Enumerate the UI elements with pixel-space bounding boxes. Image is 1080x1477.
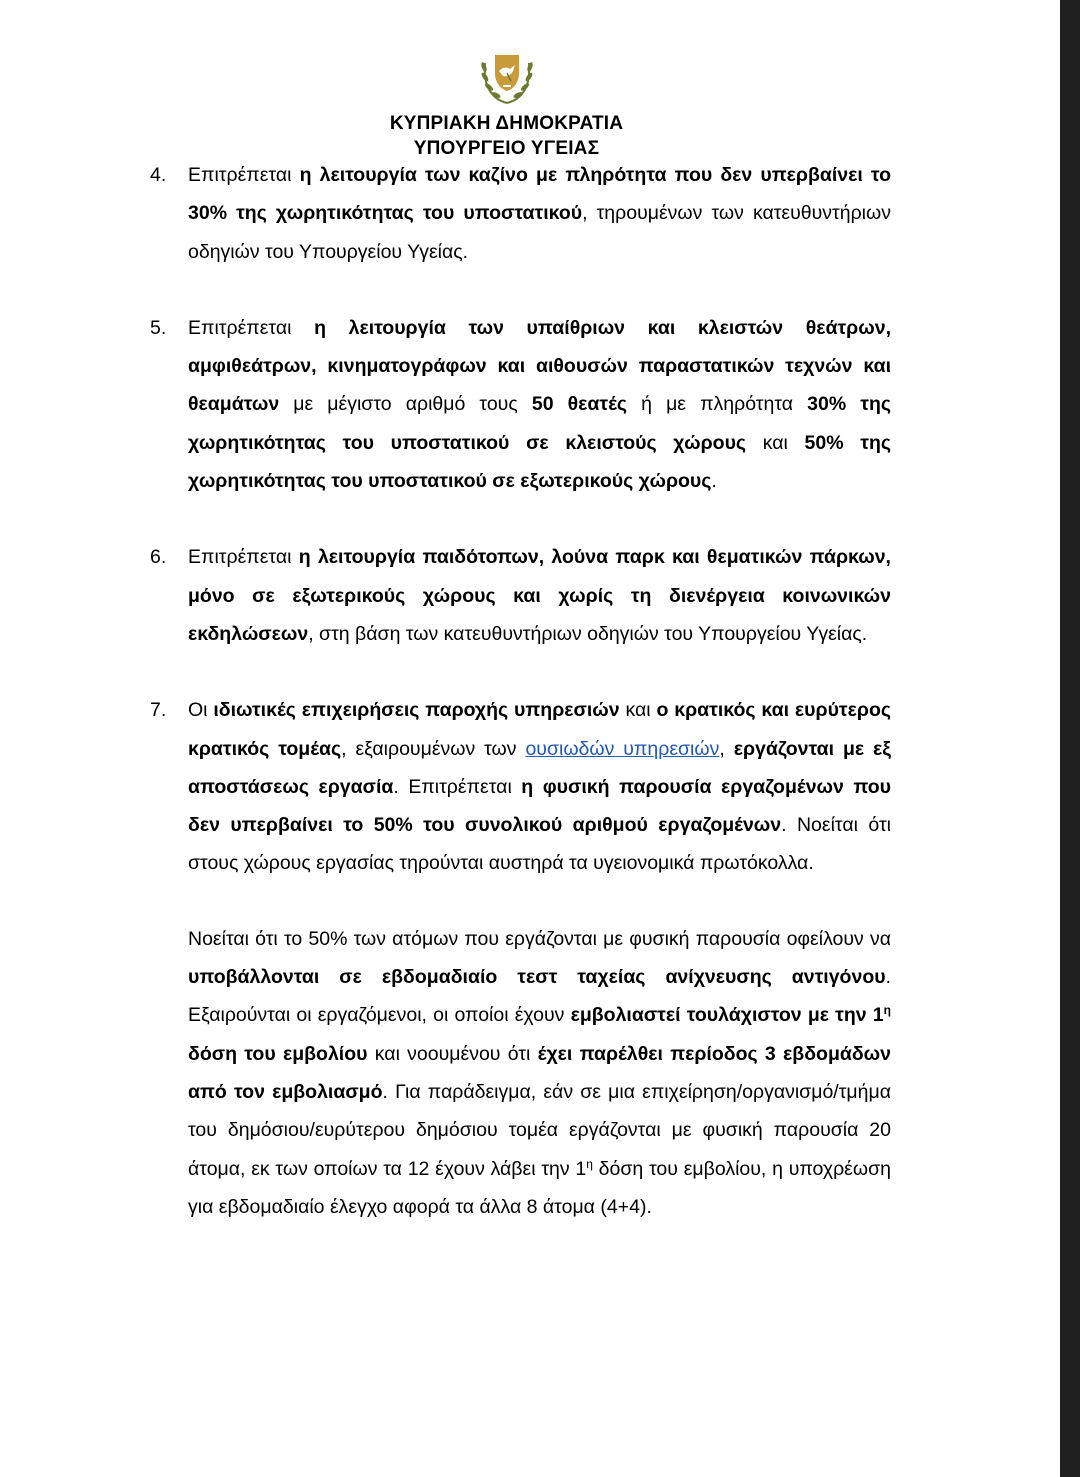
essential-services-link[interactable]: ουσιωδών υπηρεσιών [525, 737, 720, 760]
text: και [746, 431, 805, 454]
bold-text: ιδιωτικές επιχειρήσεις παροχής υπηρεσιών [213, 699, 620, 722]
text: Οι [188, 699, 214, 722]
text: . Επιτρέπεται [393, 775, 522, 798]
cyprus-coat-of-arms-icon [477, 45, 537, 107]
text: . Για παράδειγμα, εάν σε μια επιχείρηση/οργανισμό/τμήμα του δημόσιου/ευρύτερου δημόσιου τομέα εργάζονται με φυσική παρουσία 20 άτομα, εκ των οποίων τα 12 έχουν λάβει την 1 [188, 1080, 892, 1180]
text: εμβολιαστεί τουλάχιστον με την 1 [570, 1004, 884, 1027]
text: , τηρουμένων των κατευθυντήριων οδηγιών του Υπουργείου Υγείας. [188, 202, 891, 263]
text: . Εξαιρούνται οι εργαζόμενοι, οι οποίοι έχουν [188, 966, 891, 1027]
document-header [0, 45, 1013, 161]
list-item-4 [150, 156, 891, 271]
item-text [188, 309, 891, 500]
document-body [150, 156, 891, 1226]
header-republic: ΚΥΠΡΙΑΚΗ ΔΗΜΟΚΡΑΤΙΑ [389, 113, 624, 134]
spacer [150, 500, 891, 538]
item-number: 7. [150, 699, 167, 722]
text: Επιτρέπεται [188, 546, 299, 569]
bold-text: η λειτουργία παιδότοπων, λούνα παρκ και θεματικών πάρκων, μόνο σε εξωτερικούς χώρους και χωρίς τη διενέργεια κοινωνικών εκδηλώσεων [188, 546, 891, 645]
bold-text: ο κρατικός και ευρύτερος κρατικός τομέας [188, 699, 892, 760]
bold-text: η φυσική παρουσία εργαζομένων που δεν υπερβαίνει το 50% του συνολικού αριθμού εργαζομένων [188, 775, 892, 837]
item-text [188, 538, 891, 653]
spacer [150, 271, 891, 309]
text: , εξαιρουμένων των [341, 737, 526, 760]
bold-text: 50 θεατές [531, 393, 628, 416]
paragraph-text [188, 920, 891, 1226]
bold-text: 50% της χωρητικότητας του υποστατικού σε εξωτερικούς χώρους [188, 431, 891, 493]
bold-text: η λειτουργία των υπαίθριων και κλειστών θεάτρων, αμφιθεάτρων, κινηματογράφων και αιθουσών παραστατικών τεχνών και θεαμάτων [188, 316, 891, 416]
superscript: η [883, 1003, 891, 1018]
list-item-5 [150, 309, 891, 500]
text: . [711, 470, 717, 493]
viewer-right-edge [1060, 0, 1080, 1477]
text: Νοείται ότι το 50% των ατόμων που εργάζονται με φυσική παρουσία οφείλουν να [188, 927, 891, 950]
text: και [619, 699, 657, 722]
spacer [150, 883, 891, 920]
item-text [188, 156, 891, 271]
bold-text: υποβάλλονται σε εβδομαδιαίο τεστ ταχείας ανίχνευσης αντιγόνου [188, 966, 886, 989]
item-text [188, 691, 891, 882]
text: ή με πληρότητα [627, 393, 808, 416]
list-item-7 [150, 691, 891, 882]
item-number: 6. [150, 546, 167, 569]
text: Επιτρέπεται [188, 164, 300, 186]
bold-text: έχει παρέλθει περίοδος 3 εβδομάδων από τον εμβολιασμό [188, 1042, 891, 1103]
bold-text: εργάζονται με εξ αποστάσεως εργασία [188, 737, 891, 798]
text: δόση του εμβολίου [188, 1042, 368, 1065]
bold-text: η λειτουργία των καζίνο με πληρότητα που δεν υπερβαίνει το 30% της χωρητικότητας του υποστατικού [188, 164, 891, 225]
text: δόση του εμβολίου, η υποχρέωση για εβδομαδιαίο έλεγχο αφορά τα άλλα 8 άτομα (4+4). [188, 1157, 891, 1218]
header-ministry: ΥΠΟΥΡΓΕΙΟ ΥΓΕΙΑΣ [413, 138, 600, 159]
text: με μέγιστο αριθμό τους [279, 393, 532, 416]
spacer [150, 653, 891, 691]
bold-text: 30% της χωρητικότητας του υποστατικού σε κλειστούς χώρους [188, 393, 892, 454]
text: , [719, 737, 734, 760]
paragraph-testing-note [150, 920, 891, 1226]
item-number: 4. [150, 164, 167, 186]
text: , στη βάση των κατευθυντήριων οδηγιών του Υπουργείου Υγείας. [308, 622, 868, 645]
list-item-6 [150, 538, 891, 653]
item-number: 5. [150, 316, 167, 339]
superscript: η [586, 1156, 593, 1171]
text: . Νοείται ότι στους χώρους εργασίας τηρούνται αυστηρά τα υγειονομικά πρωτόκολλα. [188, 814, 891, 875]
text: Επιτρέπεται [188, 316, 315, 339]
text: και νοουμένου ότι [367, 1042, 538, 1065]
